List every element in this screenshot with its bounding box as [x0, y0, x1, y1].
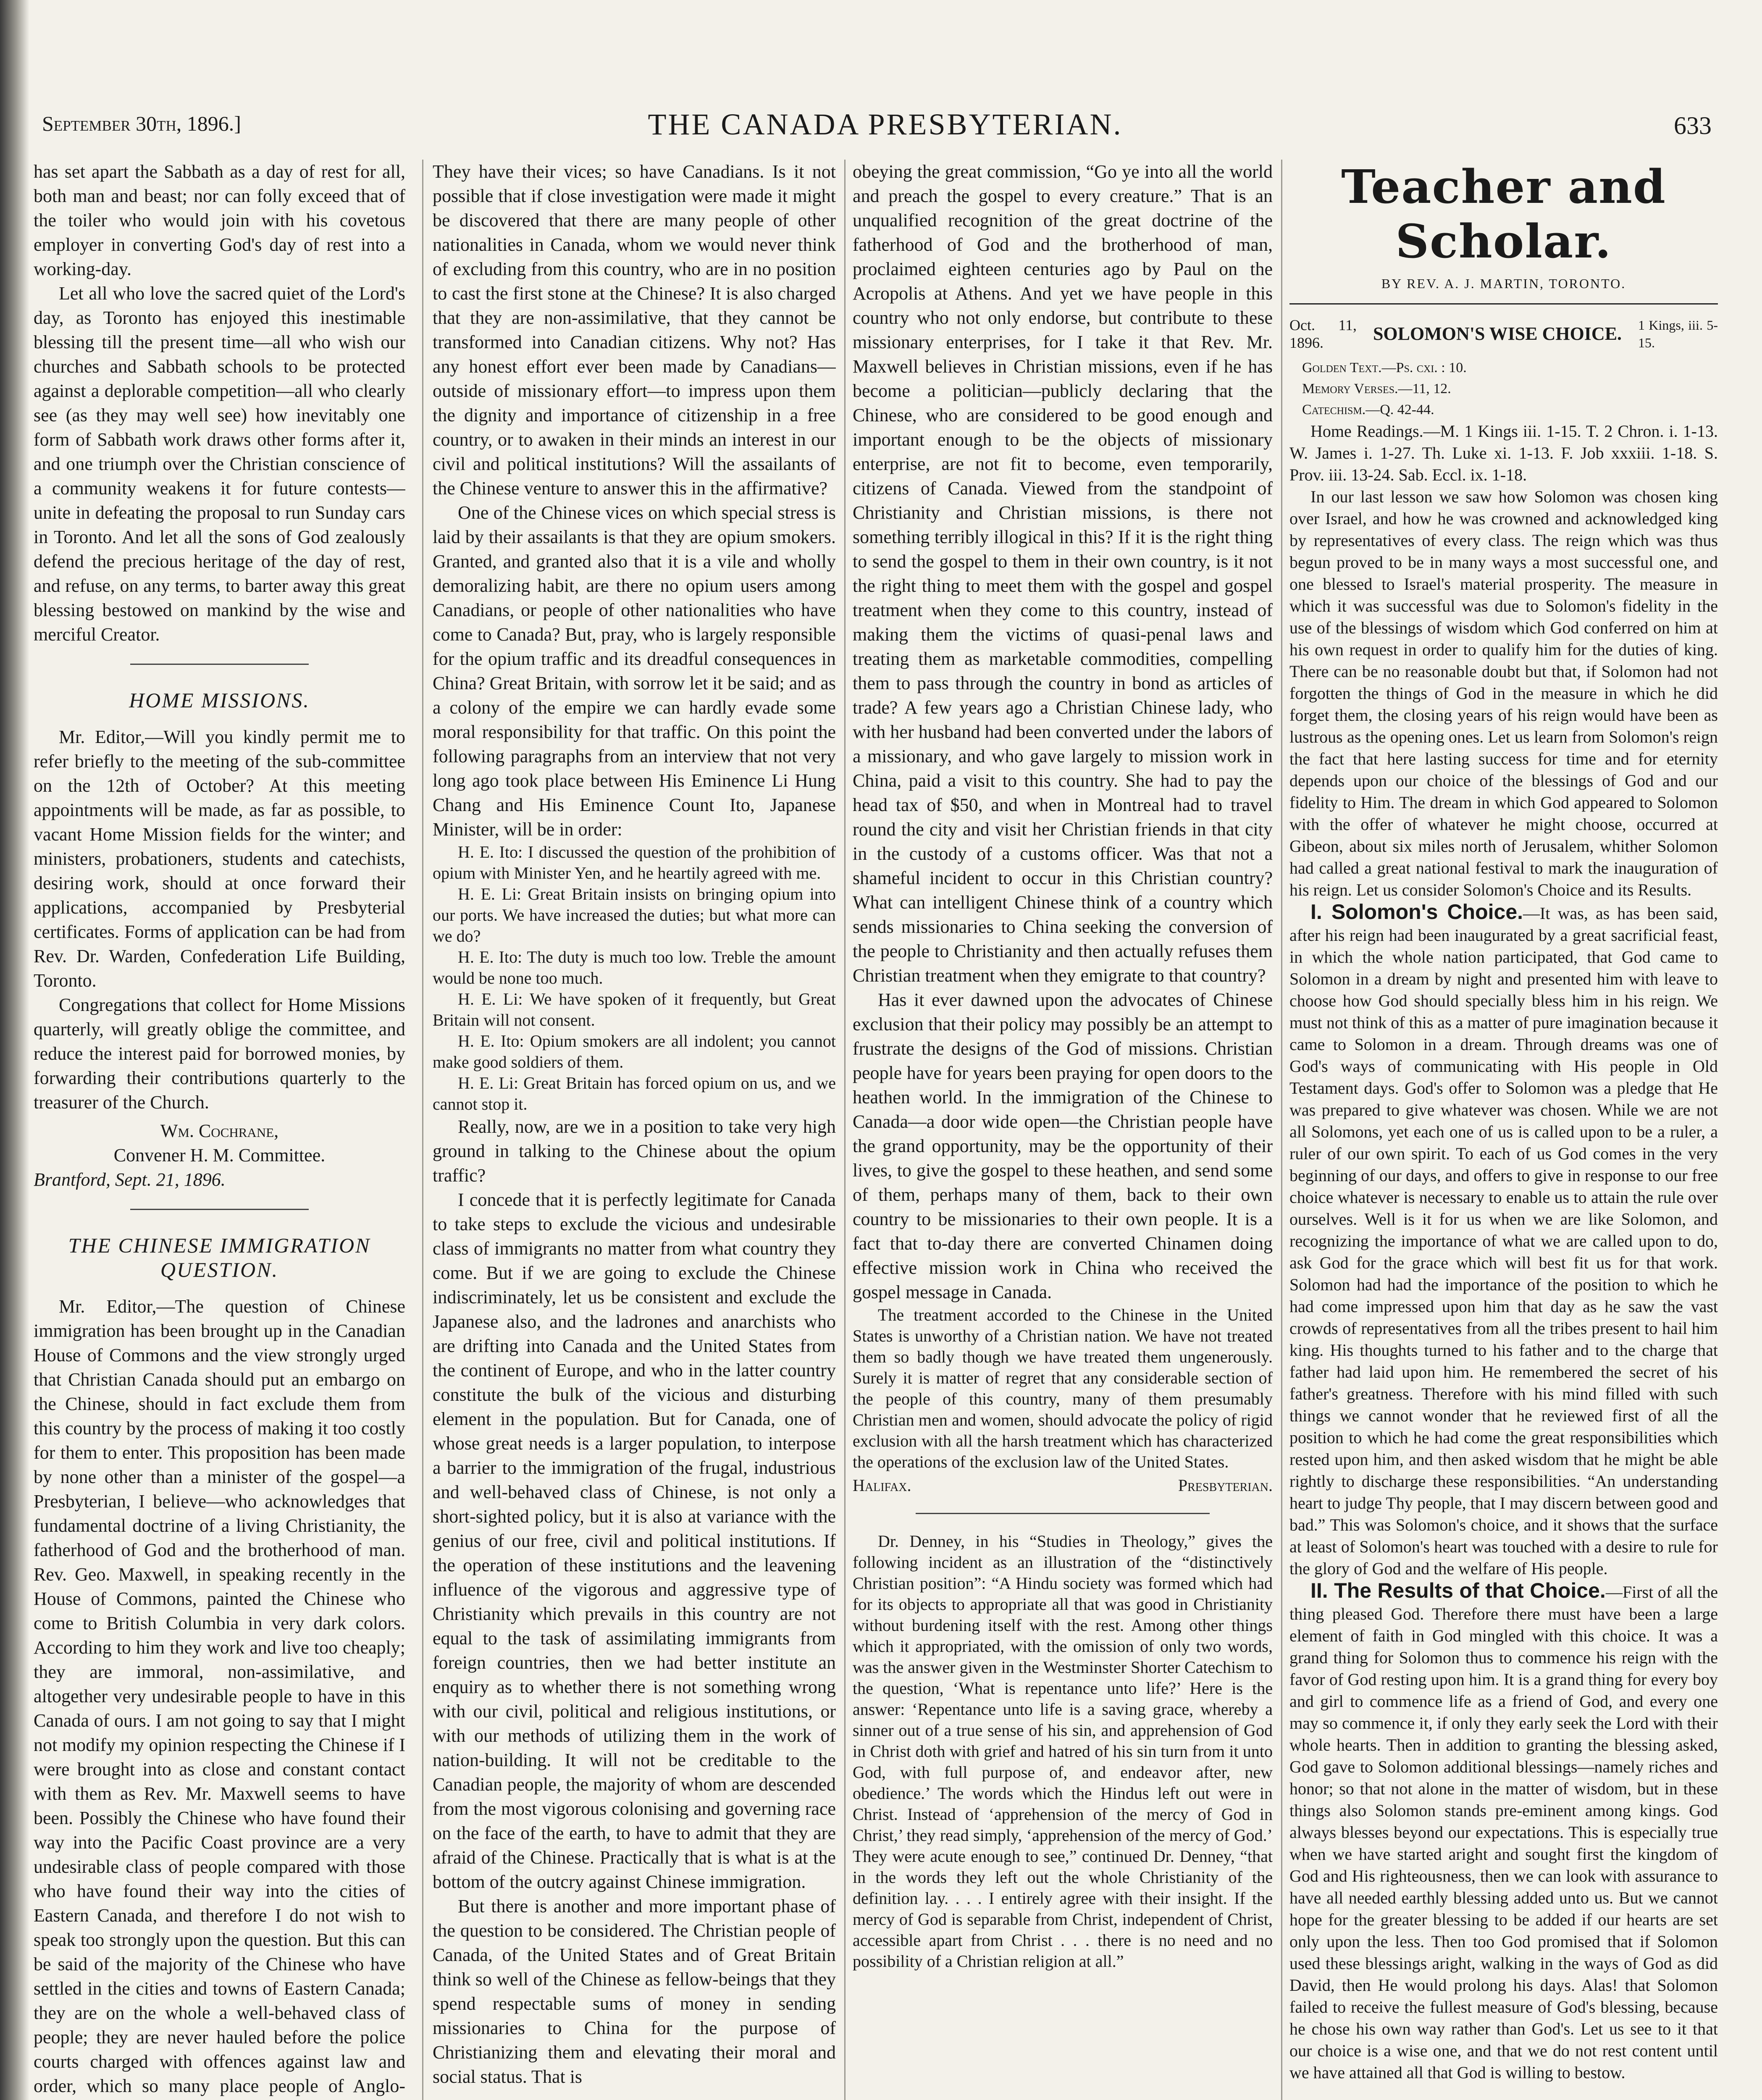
section-rule	[130, 664, 309, 665]
chinese-paragraph: Really, now, are we in a position to take very high ground in talking to the Chinese about the opium traffic?	[433, 1116, 836, 1186]
denney-paragraph: Dr. Denney, in his “Studies in Theology,” gives the following incident as an illustration of the “distinctively Christian position”: “A Hindu society was formed which had for its objects to appropriate all that was good in Christianity without burdening itself with the rest. Among other things which it appropriated, with the omission of only two words, was the answer given in the Westminster Shorter Catechism to the question, ‘What is repentance unto life?’ Here is the answer: ‘Repentance unto life is a saving grace, whereby a sinner out of a true sense of his sin, and apprehension of God in Christ doth with grief and hatred of his sin turn from it unto God, with full purpose of, and endeavor after, new obedience.’ The words which the Hindus left out were in Christ. Instead of ‘apprehension of the mercy of God in Christ,’ they read simply, ‘apprehension of the mercy of God.’ They were acute enough to see,” continued Dr. Denney, “that in the words they left out the whole Christianity of the definition lay. . . . I entirely agree with their insight. If the mercy of God is separable from Christ, independent of Christ, accessible apart from Christ . . . there is no need and no possibility of a Christian religion at all.”	[853, 1532, 1273, 1971]
memory-verses: Memory Verses.—11, 12.	[1302, 381, 1451, 396]
chinese-paragraph: But there is another and more important phase of the question to be considered. The Christian people of Canada, of the United States and of Great Britain think so well of the Chinese as fellow-beings that they spend respectable sums of money in sending missionaries to China for the purpose of Christianizing them and elevating their moral and social status. That is	[433, 1896, 836, 2087]
section-one-text: —It was, as has been said, after his reign had been inaugurated by a great sacrificial feast, in which the whole nation participated, that God came to Solomon in a dream by night and presented him with leave to choose how God should specially bless him in his reign. We must not think of this as a matter of pure imagination because it came to Solomon in a dream. Through dreams was one of God's ways of communicating with His people in Old Testament days. God's offer to Solomon was a pledge that He was prepared to give whatever was chosen. While we are not all Solomons, yet each one of us is called upon to be a ruler, a ruler of our own spirit. To each of us God comes in the very beginning of our days, and offers to give in response to our free choice whatever is necessary to enable us to attain the rule over ourselves. Well is it for us when we are like Solomon, and recognizing the importance of what we are called upon to do, ask God for the grace which will best fit us for that work. Solomon had had the importance of the position to which he had come impressed upon him that day as he saw the vast crowds of representatives from all the tribes present to hail him king. His thoughts turned to his father and to the charge that father had laid upon him. He remembered the secret of his father's greatness. Therefore with his mind filled with such things we cannot wonder that he reviewed first of all the position to which he had come the great responsibilities which rested upon him, and then asked wisdom that he might be able rightly to discharge these responsibilities. “An understanding heart to judge Thy people, that I may discern between good and bad.” This was Solomon's choice, and it shows that the surface at least of Solomon's heart was touched with a desire to rule for the glory of God and the welfare of His people.	[1289, 904, 1718, 1578]
chinese-paragraph: Has it ever dawned upon the advocates of Chinese exclusion that their policy may possibly be an attempt to frustrate the designs of the God of missions. Christian people have for years been praying for open doors to the heathen world. In the immigration of the Chinese to Canada—a door wide open—the Christian people have the grand opportunity, may be the opportunity of their lives, to give the gospel to these heathen, and send some of them, perhaps many of them, back to their own country to be missionaries to their own people. It is a fact that to-day there are converted Chinamen doing effective mission work in China who received the gospel message in Canada.	[853, 990, 1273, 1302]
interview-quote: H. E. Li: Great Britain has forced opium on us, and we cannot stop it.	[433, 1074, 836, 1113]
chinese-paragraph: I concede that it is perfectly legitimate for Canada to take steps to exclude the vicious and undesirable class of immigrants no matter from what country they come. But if we are going to exclude the Chinese indiscriminately, let us be consistent and exclude the Japanese also, and the ladrones and anarchists who are drifting into Canada and the United States from the continent of Europe, and who in the latter country constitute the bulk of the vicious and disturbing element in the population. But for Canada, one of whose great needs is a larger population, to interpose a barrier to the immigration of the frugal, industrious and well-behaved class of Chinese, is not only a short-sighted policy, but it is also at variance with the genius of our free, civil and political institutions. If the operation of these institutions and the leavening influence of the vigorous and aggressive type of Christianity which prevails in this country are not equal to the task of assimilating immigrants from foreign countries, then we had better institute an enquiry as to whether there is not something wrong with our civil, political and religious institutions, or with our methods of utilizing them in the work of nation-building. It will not be creditable to the Canadian people, the majority of whom are descended from the most vigorous colonising and governing race on the face of the earth, to have to admit that they are afraid of the Chinese. Practically that is what is at the bottom of the outcry against Chinese immigration.	[433, 1189, 836, 1892]
section-two-text: —First of all the thing pleased God. Therefore there must have been a large element of faith in God mingled with this choice. It was a grand thing for Solomon thus to commence his reign with the favor of God resting upon him. It is a grand thing for every boy and girl to commence life as a friend of God, and every one may so commence it, if only they early seek the Lord with their whole hearts. Then in addition to granting the blessing asked, God gave to Solomon additional blessings—namely riches and honor; so that not alone in the matter of wisdom, but in these things also Solomon stands pre-eminent among kings. God always blesses beyond our expectations. This is especially true when we have started aright and sought first the kingdom of God and His righteousness, then we can look with assurance to have all needed earthly blessing added unto us. But we cannot hope for the greater blessing to be added if our hearts are set only upon the less. Then too God promised that if Solomon used these blessings aright, walking in the ways of God as did David, then He would prolong his days. Alas! that Solomon failed to receive the fullest measure of God's blessing, because he chose his own way rather than God's. Let us see to it that our choice is a wise one, and that we do not rest content until we have attained all that God is willing to bestow.	[1289, 1583, 1718, 2082]
interview-quote: H. E. Ito: Opium smokers are all indolent; you cannot make good soldiers of them.	[433, 1032, 836, 1071]
section-rule	[916, 1513, 1210, 1514]
byline: BY REV. A. J. MARTIN, TORONTO.	[1381, 276, 1626, 291]
letter-author: Presbyterian.	[1178, 1476, 1273, 1495]
column-1	[34, 160, 405, 2100]
chinese-paragraph: One of the Chinese vices on which special stress is laid by their assailants is that they are opium smokers. Granted, and granted also that it is a vile and wholly demoralizing habit, are there no opium users among Canadians, or people of other nationalities who have come to Canada? But, pray, who is largely responsible for the opium traffic and its dreadful consequences in China? Great Britain, with sorrow let it be said; and as a colony of the empire we can hardly evade some moral responsibility for that traffic. On this point the following paragraphs from an interview that not very long ago took place between His Eminence Li Hung Chang and His Eminence Count Ito, Japanese Minister, will be in order:	[433, 502, 836, 840]
chinese-paragraph: Mr. Editor,—The question of Chinese immigration has been brought up in the Canadian House of Commons and the view strongly urged that Christian Canada should put an embargo on the Chinese, should in fact exclude them from this country by the process of making it too costly for them to enter. This proposition has been made by none other than a minister of the gospel—a Presbyterian, I believe—who acknowledges that fundamental doctrine of a living Christianity, the fatherhood of God and the brotherhood of man. Rev. Geo. Maxwell, in speaking recently in the House of Commons, painted the Chinese who come to British Columbia in very dark colors. According to him they work and live too cheaply; they are immoral, non-assimilative, and altogether very undesirable people to have in this Canada of ours. I am not going to say that I might not modify my opinion respecting the Chinese if I were brought into as close and constant contact with them as Rev. Mr. Maxwell seems to have been. Possibly the Chinese who have found their way into the Pacific Coast province are a very undesirable class of people compared with those who have found their way into the cities of Eastern Canada, and therefore I do not wish to speak too strongly upon the question. But this can be said of the majority of the Chinese who have settled in the cities and towns of Eastern Canada; they are on the whole a well-behaved class of people; they are never hauled before the police courts charged with offences against law and order, which so many place people of Anglo-	[34, 1296, 405, 2096]
signature-title: Convener H. M. Committee.	[113, 1145, 326, 1166]
lesson-date: Oct. 11, 1896.	[1289, 317, 1357, 351]
signature-name: Wm. Cochrane,	[160, 1121, 279, 1141]
interview-quote: H. E. Li: We have spoken of it frequently, but Great Britain will not consent.	[433, 990, 836, 1029]
section-rule	[130, 1209, 309, 1210]
chinese-paragraph: They have their vices; so have Canadians. Is it not possible that if close investigation were made it might be discovered that there are many people of other nationalities in Canada, whom we would never think of excluding from this country, who are in no position to cast the first stone at the Chinese? It is also charged that they are non-assimilative, that they cannot be transformed into Canadian citizens. Why not? Has any honest effort ever been made by Canadians—outside of missionary effort—to impress upon them the dignity and importance of citizenship in a free country, or to awaken in their minds an interest in our civil and political institutions? Will the assailants of the Chinese venture to answer this in the affirmative?	[433, 161, 836, 499]
sabbath-paragraph: has set apart the Sabbath as a day of rest for all, both man and beast; nor can folly exceed that of the toiler who would join with his covetous employer in converting God's day of rest into a working-day.	[34, 161, 405, 279]
section-two-heading: II. The Results of that Choice.	[1310, 1579, 1606, 1602]
column-divider	[1281, 160, 1282, 2100]
letter-place: Halifax.	[853, 1476, 911, 1495]
home-missions-paragraph: Mr. Editor,—Will you kindly permit me to refer briefly to the meeting of the sub-committee on the 12th of October? At this meeting appointments will be made, as far as possible, to vacant Home Mission fields for the winter; and ministers, probationers, students and catechists, desiring work, should at once forward their applications, accompanied by Presbyterial certificates. Forms of application can be had from Rev. Dr. Warden, Confederation Life Building, Toronto.	[34, 727, 405, 991]
issue-date: September 30th, 1896.]	[42, 112, 241, 135]
home-missions-paragraph: Congregations that collect for Home Missions quarterly, will greatly oblige the committee, and reduce the interest paid for borrowed monies, by forwarding their contributions quarterly to the treasurer of the Church.	[34, 995, 405, 1113]
chinese-paragraph: obeying the great commission, “Go ye into all the world and preach the gospel to every creature.” That is an unqualified recognition of the great doctrine of the fatherhood of God and the brotherhood of man, proclaimed eighteen centuries ago by Paul on the Acropolis at Athens. And yet we have people in this country who not only endorse, but contribute to these missionary enterprises, for I take it that Rev. Mr. Maxwell believes in Christian missions, even if he has become a politician—publicly declaring that the Chinese, who are considered to be good enough and important enough to be the objects of missionary enterprise, are not fit to become, even temporarily, citizens of Canada. Viewed from the standpoint of Christianity and Christian missions, is there not something terribly illogical in this? If it is the right thing to send the gospel to them in their own country, is it not the right thing to meet them with the gospel and gospel treatment when they come to this country, instead of making them the victims of quasi-penal laws and treating them as marketable commodities, compelling them to pass through the country in bond as articles of trade? A few years ago a Christian Chinese lady, who with her husband had been converted under the labors of a missionary, and who gave largely to mission work in China, paid a visit to this country. She had to pay the head tax of $50, and when in Montreal had to travel round the city and visit her Christian friends in that city in the custody of a customs officer. Was that not a shameful incident to occur in this Christian country? What can intelligent Chinese think of a country which sends missionaries to China seeking the conversion of the people to Christianity and then actually refuses them Christian treatment when they emigrate to that country?	[853, 161, 1273, 986]
newspaper-title: THE CANADA PRESBYTERIAN.	[648, 108, 1123, 141]
letter-place-date: Brantford, Sept. 21, 1896.	[34, 1169, 226, 1190]
column-divider	[844, 160, 846, 2100]
teacher-scholar-heading: Teacher and Scholar.	[1341, 160, 1666, 268]
lesson-reference: 1 Kings, iii. 5-15.	[1638, 318, 1718, 350]
interview-quote: H. E. Li: Great Britain insists on bringing opium into our ports. We have increased the duties; but what more can we do?	[433, 885, 836, 945]
letter-signature	[853, 1475, 1273, 1496]
masthead	[42, 107, 1728, 145]
interview-quote: H. E. Ito: The duty is much too low. Treble the amount would be none too much.	[433, 948, 836, 987]
column-4	[1289, 160, 1718, 2100]
sabbath-paragraph: Let all who love the sacred quiet of the Lord's day, as Toronto has enjoyed this inestimable blessing till the present time—all who wish our churches and Sabbath schools to be protected against a deplorable competition—all who clearly see (as they may well see) how inevitably one form of Sabbath work draws other forms after it, and one triumph over the Christian conscience of a community weakens it for future contests—unite in defeating the proposal to run Sunday cars in Toronto. And let all the sons of God zealously defend the precious heritage of the day of rest, and refuse, on any terms, to barter away this great blessing bestowed on mankind by the wise and merciful Creator.	[34, 283, 405, 645]
lesson-intro: In our last lesson we saw how Solomon was chosen king over Israel, and how he was crowned and acknowledged king by representatives of every class. The reign which was thus begun proved to be in many ways a most successful one, and one blessed to Israel's material prosperity. The measure in which it was successful was due to Solomon's fidelity in the use of the blessings of wisdom which God conferred on him at his own request in order to qualify him for the duties of king. There can be no reasonable doubt but that, if Solomon had not forgotten the things of God in the measure in which he did forget them, the closing years of his reign would have been as lustrous as the opening ones. Let us learn from Solomon's reign the fact that here lasting success for time and for eternity depends upon our choice of the blessings of God and our fidelity to Him. The dream in which God appeared to Solomon with the offer of whatever he might choose, occurred at Gibeon, about six miles north of Jerusalem, whither Solomon had called a great national festival to mark the inauguration of his reign. Let us consider Solomon's Choice and its Results.	[1289, 487, 1718, 899]
column-divider	[422, 160, 423, 2100]
home-readings: Home Readings.—M. 1 Kings iii. 1-15. T. 2 Chron. i. 1-13. W. James i. 1-27. Th. Luke xi. 1-13. F. Job xxxiii. 1-18. S. Prov. iii. 13-24. Sab. Eccl. ix. 1-18.	[1289, 422, 1718, 484]
interview-quote: H. E. Ito: I discussed the question of the prohibition of opium with Minister Yen, and he heartily agreed with me.	[433, 843, 836, 882]
lesson-title: SOLOMON'S WISE CHOICE.	[1373, 323, 1622, 344]
lesson-header	[1289, 316, 1718, 352]
chinese-immigration-heading: THE CHINESE IMMIGRATION QUESTION.	[68, 1234, 371, 1281]
column-3	[853, 160, 1273, 2100]
section-one-heading: I. Solomon's Choice.	[1310, 900, 1523, 924]
heading-rule	[1289, 303, 1718, 304]
page-number: 633	[1674, 112, 1712, 139]
golden-text: Golden Text.—Ps. cxi. : 10.	[1302, 360, 1467, 375]
column-2	[433, 160, 836, 2100]
home-missions-heading: HOME MISSIONS.	[129, 688, 310, 712]
catechism: Catechism.—Q. 42-44.	[1302, 402, 1434, 417]
scan-edge-shadow	[0, 0, 29, 2100]
chinese-paragraph: The treatment accorded to the Chinese in the United States is unworthy of a Christian nation. We have not treated them so badly though we have treated them ungenerously. Surely it is matter of regret that any considerable section of the people of this country, many of them presumably Christian men and women, should advocate the policy of rigid exclusion with all the harsh treatment which has characterized the operations of the exclusion law of the United States.	[853, 1305, 1273, 1471]
